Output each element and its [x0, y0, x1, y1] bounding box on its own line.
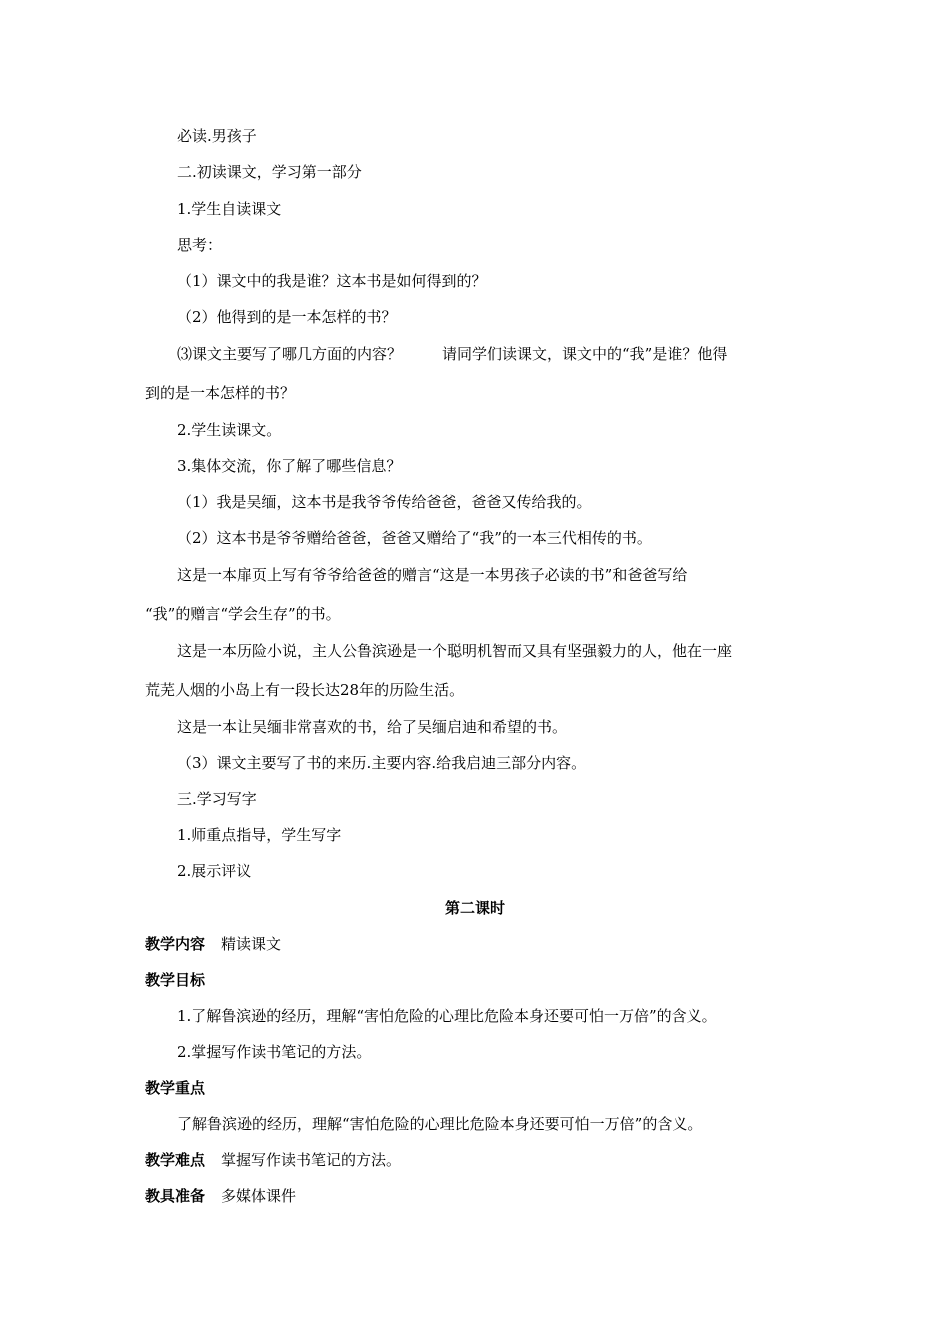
answer-line: （1）我是吴缅，这本书是我爷爷传给爸爸，爸爸又传给我的。: [177, 493, 592, 511]
teaching-difficulty-row: [145, 1150, 401, 1170]
text-line: 3.集体交流，你了解了哪些信息？: [177, 457, 402, 475]
text-line: 思考：: [177, 236, 223, 254]
section-heading: 二.初读课文，学习第一部分: [177, 163, 362, 181]
text-line: 必读.男孩子: [177, 127, 257, 145]
text-line: 1.学生自读课文: [177, 200, 282, 218]
text-line: 荒芜人烟的小岛上有一段长达28年的历险生活。: [145, 681, 465, 699]
teaching-tools-label: 教具准备: [145, 1187, 206, 1205]
teaching-goals-label: 教学目标: [145, 971, 206, 989]
teaching-key-label: 教学重点: [145, 1079, 206, 1097]
text-line: 1.师重点指导，学生写字: [177, 826, 342, 844]
text-line: 到的是一本怎样的书？: [145, 384, 296, 402]
goal-item: 2.掌握写作读书笔记的方法。: [177, 1043, 372, 1061]
teaching-content-row: [145, 934, 281, 954]
teaching-difficulty-value: 掌握写作读书笔记的方法。: [221, 1151, 402, 1169]
teaching-tools-value: 多媒体课件: [221, 1187, 297, 1205]
answer-line: （2）这本书是爷爷赠给爸爸，爸爸又赠给了“我”的一本三代相传的书。: [177, 529, 652, 547]
text-line: 这是一本历险小说，主人公鲁滨逊是一个聪明机智而又具有坚强毅力的人，他在一座: [177, 642, 733, 660]
text-line: 2.学生读课文。: [177, 421, 282, 439]
question-line: [177, 344, 727, 364]
text-line: 这是一本让吴缅非常喜欢的书，给了吴缅启迪和希望的书。: [177, 718, 568, 736]
text-line: 这是一本扉页上写有爷爷给爸爸的赠言“这是一本男孩子必读的书”和爸爸写给: [177, 566, 688, 584]
teaching-tools-row: [145, 1186, 296, 1206]
teaching-key-value: 了解鲁滨逊的经历，理解“害怕危险的心理比危险本身还要可怕一万倍”的含义。: [177, 1115, 703, 1133]
teaching-content-value: 精读课文: [221, 935, 282, 953]
section-heading: 三.学习写字: [177, 790, 257, 808]
teaching-difficulty-label: 教学难点: [145, 1151, 206, 1169]
goal-item: 1.了解鲁滨逊的经历，理解“害怕危险的心理比危险本身还要可怕一万倍”的含义。: [177, 1007, 717, 1025]
text-line: 2.展示评议: [177, 862, 252, 880]
instruction-text: 请同学们读课文，课文中的“我”是谁？他得: [442, 345, 728, 363]
question-line: （2）他得到的是一本怎样的书？: [177, 308, 397, 326]
answer-line: （3）课文主要写了书的来历.主要内容.给我启迪三部分内容。: [177, 754, 587, 772]
text-line: “我”的赠言“学会生存”的书。: [145, 605, 341, 623]
question-text: ⑶课文主要写了哪几方面的内容？: [177, 345, 403, 363]
lesson-title: 第二课时: [444, 899, 505, 917]
question-line: （1）课文中的我是谁？这本书是如何得到的？: [177, 272, 487, 290]
teaching-content-label: 教学内容: [145, 935, 206, 953]
